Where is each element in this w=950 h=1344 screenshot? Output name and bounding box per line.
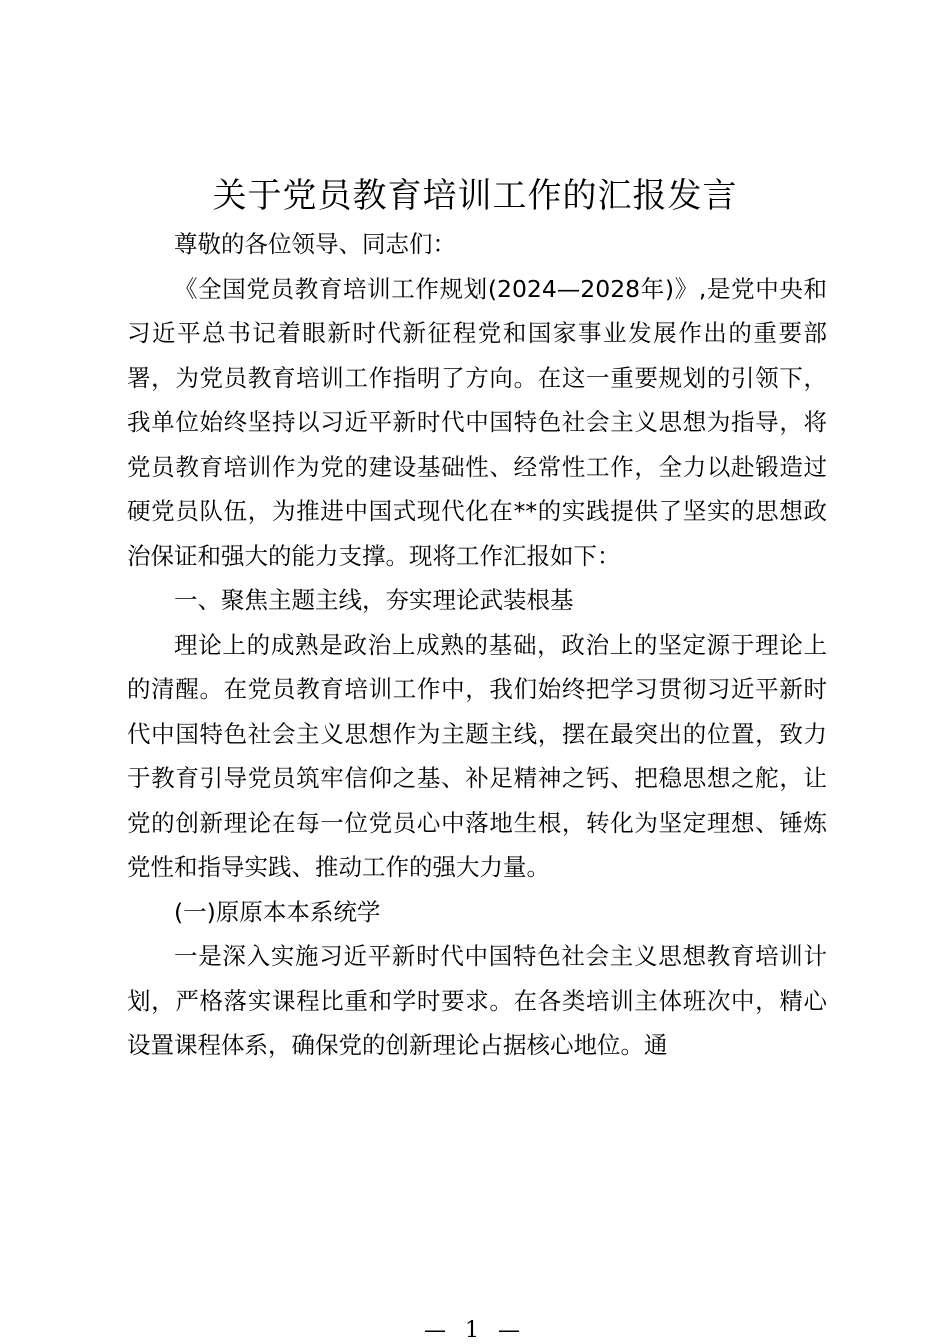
section-heading: 一、聚焦主题主线，夯实理论武装根基: [174, 586, 574, 614]
page-number: — 1 —: [424, 1318, 526, 1343]
subsection-paragraph: 一是深入实施习近平新时代中国特色社会主义思想教育培训计划，严格落实课程比重和学时要求。在各类培训主体班次中，精心设置课程体系，确保党的创新理论占据核心地位。通: [127, 942, 827, 1059]
subsection-heading: (一)原原本本系统学: [174, 897, 381, 926]
section-paragraph: 理论上的成熟是政治上成熟的基础，政治上的坚定源于理论上的清醒。在党员教育培训工作中，我们始终把学习贯彻习近平新时代中国特色社会主义思想作为主题主线，摆在最突出的位置，致力于教育引导党员筑牢信仰之基、补足精神之钙、把稳思想之舵，让党的创新理论在每一位党员心中落地生根，转化为坚定理想、锤炼党性和指导实践、推动工作的强大力量。: [127, 630, 827, 881]
intro-paragraph: 《全国党员教育培训工作规划(2024—2028年)》,是党中央和习近平总书记着眼新时代新征程党和国家事业发展作出的重要部署，为党员教育培训工作指明了方向。在这一重要规划的引领下，我单位始终坚持以习近平新时代中国特色社会主义思想为指导，将党员教育培训作为党的建设基础性、经常性工作，全力以赴锻造过硬党员队伍，为推进中国式现代化在**的实践提供了坚实的思想政治保证和强大的能力支撑。现将工作汇报如下：: [127, 274, 827, 570]
document-title: 关于党员教育培训工作的汇报发言: [212, 176, 738, 216]
salutation-paragraph: 尊敬的各位领导、同志们：: [174, 230, 456, 258]
document-body: [127, 222, 827, 1068]
